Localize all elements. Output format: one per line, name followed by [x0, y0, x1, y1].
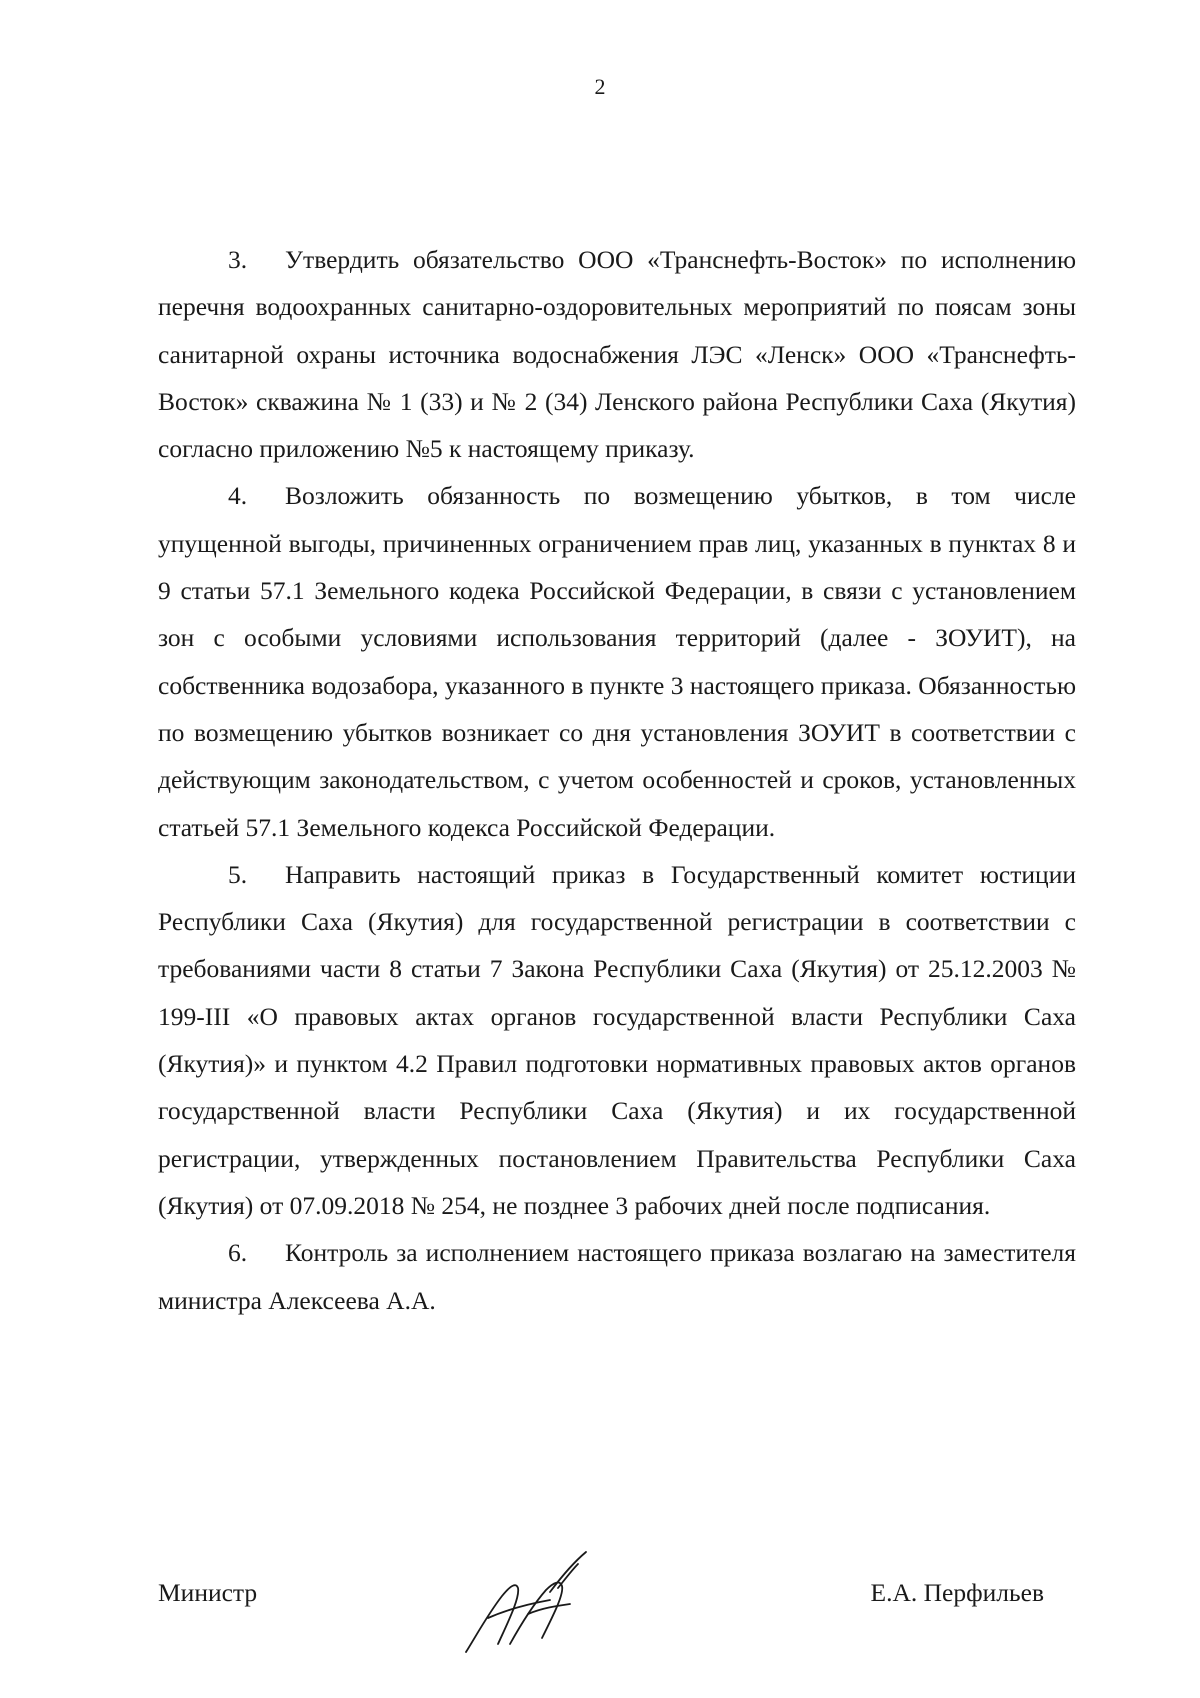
paragraph-number: 3.	[228, 245, 248, 274]
paragraph-4	[158, 472, 1076, 850]
paragraph-3	[158, 236, 1076, 472]
paragraph-text: Контроль за исполнением настоящего приказа возлагаю на заместителя министра Алексеева А.А.	[158, 1238, 1076, 1315]
handwritten-signature	[458, 1548, 598, 1658]
signer-name: Е.А. Перфильев	[870, 1578, 1044, 1607]
signer-position: Министр	[158, 1578, 258, 1607]
paragraph-number: 5.	[228, 859, 248, 889]
paragraph-text: Возложить обязанность по возмещению убытков, в том числе упущенной выгоды, причиненных ограничением прав лиц, указанных в пунктах 8 и 9 статьи 57.1 Земельного кодека Российской Федерации, в связи с установлением зон с особыми условиями использования территорий (далее - ЗОУИТ), на собственника водозабора, указанного в пункте 3 настоящего приказа. Обязанностью по возмещению убытков возникает со дня установления ЗОУИТ в соответствии с действующим законодательством, с учетом особенностей и сроков, установленных статьей 57.1 Земельного кодекса Российской Федерации.	[158, 481, 1076, 842]
paragraph-text: Направить настоящий приказ в Государственный комитет юстиции Республики Саха (Якутия) для государственной регистрации в соответствии с требованиями части 8 статьи 7 Закона Республики Саха (Якутия) от 25.12.2003 № 199-III «О правовых актах органов государственной власти Республики Саха (Якутия)» и пунктом 4.2 Правил подготовки нормативных правовых актов органов государственной власти Республики Саха (Якутия) и их государственной регистрации, утвержденных постановлением Правительства Республики Саха (Якутия) от 07.09.2018 № 254, не позднее 3 рабочих дней после подписания.	[158, 859, 1076, 1220]
order-body	[158, 236, 1076, 1324]
signature-block	[158, 1578, 1076, 1698]
paragraph-number: 6.	[228, 1238, 248, 1268]
page-number: 2	[594, 74, 606, 99]
paragraph-number: 4.	[228, 481, 248, 511]
paragraph-6	[158, 1229, 1076, 1324]
paragraph-text: Утвердить обязательство ООО «Транснефть-Восток» по исполнению перечня водоохранных санитарно-оздоровительных мероприятий по поясам зоны санитарной охраны источника водоснабжения ЛЭС «Ленск» ООО «Транснефть-Восток» скважина № 1 (33) и № 2 (34) Ленского района Республики Саха (Якутия) согласно приложению №5 к настоящему приказу.	[158, 245, 1076, 464]
paragraph-5	[158, 851, 1076, 1229]
